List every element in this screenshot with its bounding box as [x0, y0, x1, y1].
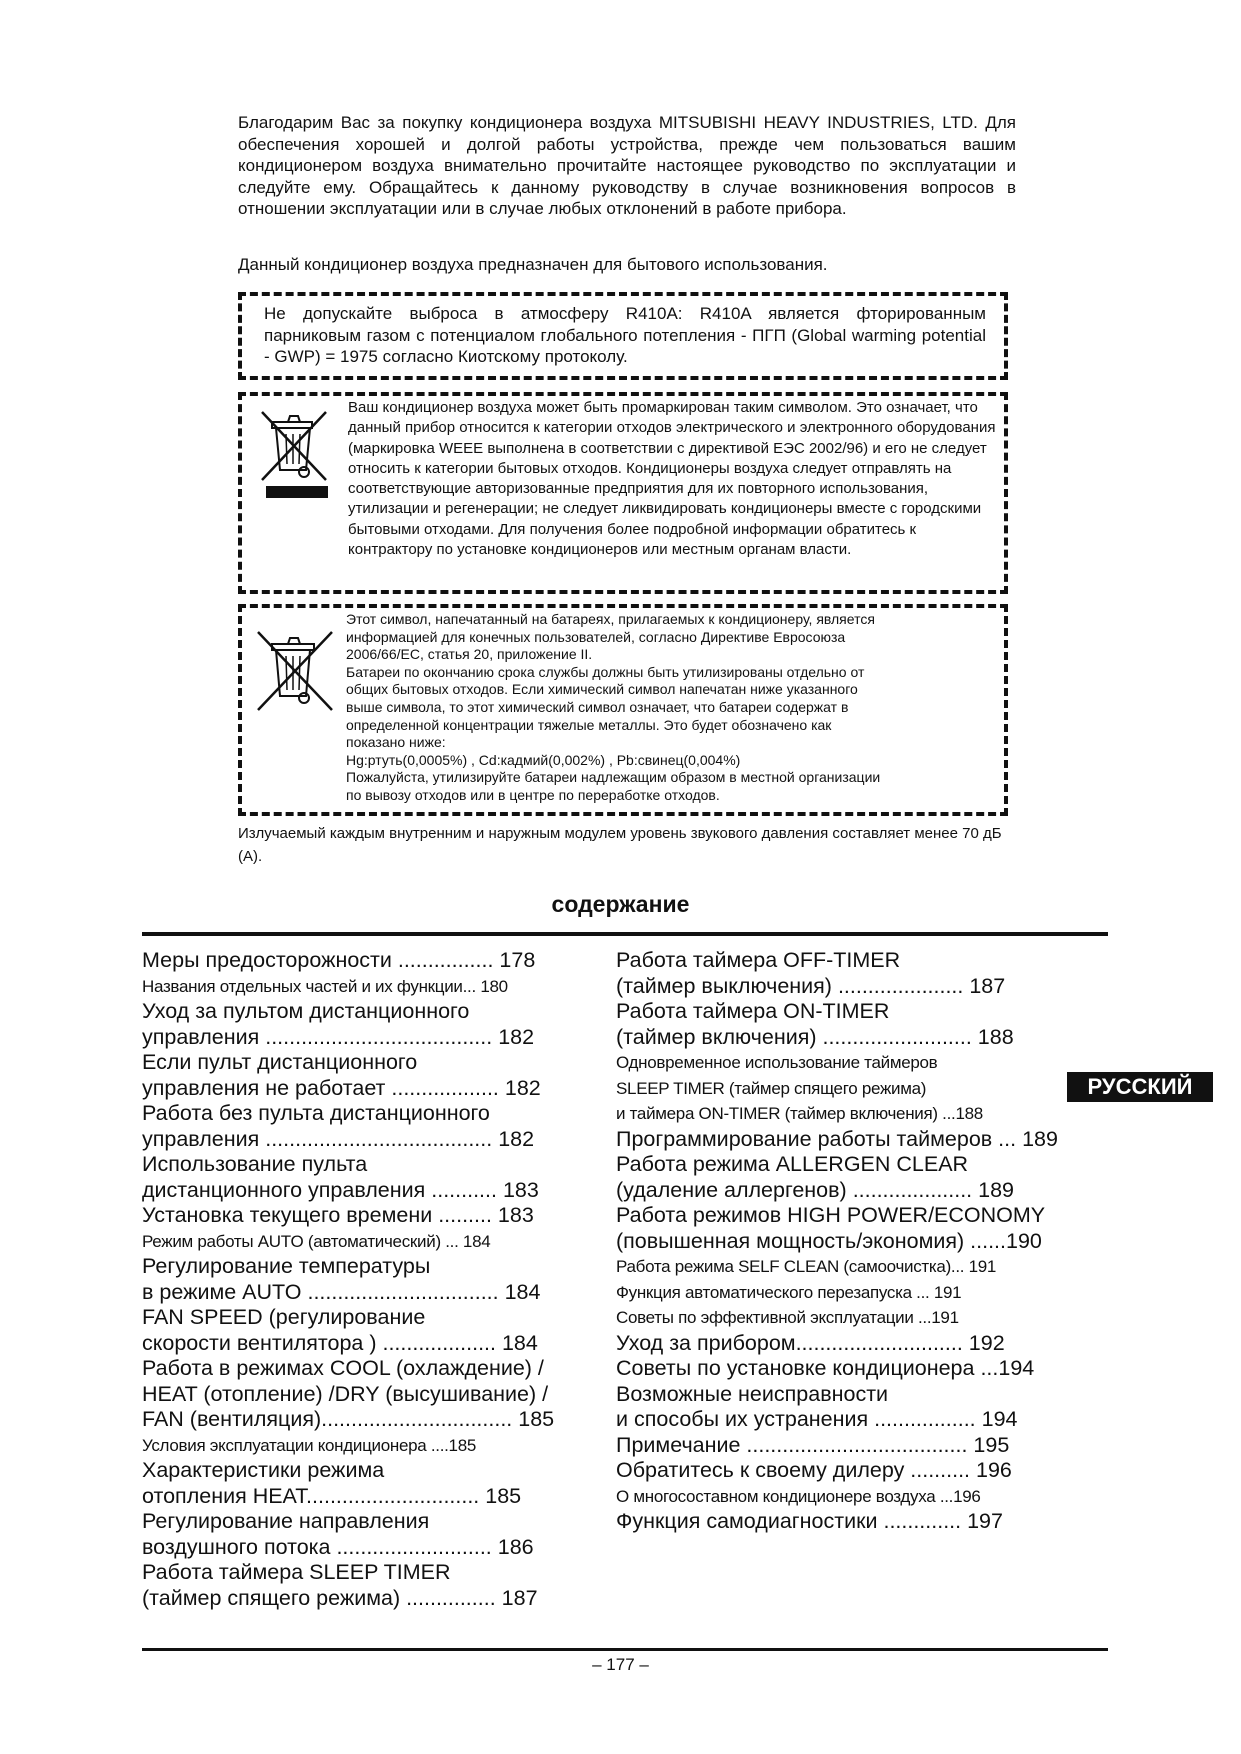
toc-entry-line: Работа в режимах COOL (охлаждение) / [142, 1356, 544, 1380]
toc-entry-line: и способы их устранения ................. 194 [616, 1407, 1018, 1431]
toc-entry-line: воздушного потока .......................... 186 [142, 1534, 534, 1559]
toc-entry-line: Характеристики режима [142, 1458, 385, 1482]
toc-entry-line: Работа таймера SLEEP TIMER [142, 1560, 451, 1584]
toc-entry-line: отопления HEAT............................. 185 [142, 1483, 522, 1508]
intro-paragraph: Благодарим Вас за покупку кондиционера воздуха MITSUBISHI HEAVY INDUSTRIES, LTD. Для обеспечения хорошей и долгой работы устройства, прежде чем пользоваться вашим кондиционером воздуха внимательно прочитайте настоящее руководство по эксплуатации и следуйте ему. Обращайтесь к данному руководству в случае возникновения вопросов в отношении эксплуатации или в случае любых отклонений в работе прибора. [238, 113, 1016, 218]
toc-entry[interactable] [142, 1305, 584, 1356]
toc-entry-line: управления ...................................... 182 [142, 1024, 535, 1049]
refrigerant-warning-text: Не допускайте выброса в атмосферу R410A: R410A является фторированным парниковым газом с потенциалом глобального потепления - ПГП (Global warming potential - GWP) = 1975 согласно Киотскому протоколу. [264, 304, 986, 366]
toc-entry-line: Работа без пульта дистанционного [142, 1101, 490, 1125]
toc-entry-line: Условия эксплуатации кондиционера ....185 [142, 1435, 477, 1455]
toc-entry-line: Названия отдельных частей и их функции... 180 [142, 976, 508, 996]
toc-entry-line: Работа таймера OFF-TIMER [616, 948, 901, 972]
toc-entry-line: Уход за прибором............................ 192 [616, 1330, 1005, 1355]
toc-entry-line: Работа таймера ON-TIMER [616, 999, 890, 1023]
toc-entry-line: управления не работает .................. 182 [142, 1075, 541, 1100]
toc-entry-line: Одновременное использование таймеров [616, 1053, 938, 1072]
toc-entry[interactable] [616, 948, 1059, 999]
toc-entry-line: Меры предосторожности ................ 178 [142, 948, 536, 972]
toc-entry-line: Возможные неисправности [616, 1381, 889, 1406]
toc-entry-line: дистанционного управления ........... 183 [142, 1177, 539, 1202]
toc-entry-line: Функция автоматического перезапуска ... 191 [616, 1282, 962, 1302]
toc-entry[interactable] [616, 1050, 1059, 1127]
weee-notice-text: Ваш кондиционер воздуха может быть промаркирован таким символом. Это означает, что данный прибор относится к категории отходов электрического и электронного оборудования (маркировка WEEE выполнена в соответствии с директивой ЕЭС 2002/96) и его не следует относить к категории бытовых отходов. Кондиционеры воздуха следует отправлять на соответствующие авторизованные предприятия для их повторного использования, утилизации и регенерации; не следует ликвидировать кондиционеры вместе с городскими бытовыми отходами. Для получения более подробной информации обратитесь к контрактору по установке кондиционеров или местным органам власти. [348, 399, 996, 559]
refrigerant-warning-box [238, 292, 1008, 380]
battery-notice-line: по вывозу отходов или в центре по переработке отходов. [346, 786, 720, 803]
toc-entry-line: Регулирование температуры [142, 1254, 431, 1278]
toc-entry[interactable] [616, 1509, 1059, 1535]
toc-entry[interactable] [616, 999, 1059, 1050]
toc-entry-line: в режиме AUTO ................................ 184 [142, 1279, 541, 1304]
toc-bottom-rule [142, 1648, 1108, 1651]
toc-entry-line: (удаление аллергенов) .................... 189 [616, 1177, 1015, 1202]
battery-notice-line: общих бытовых отходов. Если химический символ напечатан ниже указанного [346, 681, 858, 698]
toc-entry[interactable] [142, 1050, 584, 1101]
toc-entry-line: FAN SPEED (регулирование [142, 1305, 426, 1329]
toc-entry[interactable] [616, 1458, 1059, 1484]
battery-notice-line: определенной концентрации тяжелые металлы. Это будет обозначено как [346, 716, 832, 733]
weee-notice-box [238, 392, 1008, 594]
toc-right-column [616, 948, 1059, 1535]
toc-entry-line: FAN (вентиляция)................................ 185 [142, 1407, 555, 1431]
toc-entry-line: Работа режима ALLERGEN CLEAR [616, 1152, 969, 1176]
toc-entry-line: Уход за пультом дистанционного [142, 999, 470, 1023]
toc-entry[interactable] [616, 1203, 1059, 1254]
toc-entry-line: (повышенная мощность/экономия) ......190 [616, 1228, 1042, 1253]
toc-entry-line: Если пульт дистанционного [142, 1050, 418, 1074]
toc-entry-line: Работа режимов HIGH POWER/ECONOMY [616, 1203, 1046, 1227]
toc-entry-line: Обратитесь к своему дилеру .......... 196 [616, 1458, 1012, 1482]
toc-entry-line: Советы по установке кондиционера ...194 [616, 1356, 1035, 1380]
battery-notice-line: Пожалуйста, утилизируйте батареи надлежащим образом в местной организации [346, 769, 881, 786]
toc-entry[interactable] [616, 1254, 1059, 1280]
toc-entry-line: Установка текущего времени ......... 183 [142, 1203, 534, 1227]
toc-entry[interactable] [616, 1127, 1059, 1153]
toc-entry-line: Программирование работы таймеров ... 189 [616, 1126, 1058, 1151]
toc-entry[interactable] [142, 1152, 584, 1203]
toc-entry-line: Функция самодиагностики ............. 197 [616, 1509, 1003, 1533]
battery-notice-line: 2006/66/EC, статья 20, приложение II. [346, 646, 593, 663]
language-tab: РУССКИЙ [1067, 1072, 1213, 1102]
toc-top-rule [142, 932, 1108, 936]
toc-entry-line: Регулирование направления [142, 1509, 430, 1533]
toc-entry[interactable] [616, 1305, 1059, 1331]
toc-entry[interactable] [142, 1101, 584, 1152]
toc-entry[interactable] [616, 1433, 1059, 1459]
toc-entry-line: управления ...................................... 182 [142, 1126, 535, 1151]
crossed-out-wheelie-bin-icon [254, 402, 340, 502]
battery-notice-line: показано ниже: [346, 734, 446, 751]
toc-entry-line: SLEEP TIMER (таймер спящего режима) [616, 1078, 927, 1098]
toc-entry[interactable] [142, 948, 584, 974]
toc-title: содержание [551, 891, 690, 917]
toc-entry-line: Режим работы AUTO (автоматический) ... 184 [142, 1231, 491, 1251]
toc-entry[interactable] [142, 1509, 584, 1560]
toc-entry-line: и таймера ON-TIMER (таймер включения) ...188 [616, 1104, 983, 1123]
battery-notice-line: Этот символ, напечатанный на батареях, прилагаемых к кондиционеру, является [346, 611, 875, 627]
toc-entry-line: (таймер выключения) ..................... 187 [616, 973, 1006, 998]
toc-entry[interactable] [142, 974, 584, 1000]
battery-notice-line: Батареи по окончанию срока службы должны быть утилизированы отдельно от [346, 663, 865, 680]
toc-entry-line: Работа режима SELF CLEAN (самоочистка)... 191 [616, 1257, 997, 1276]
toc-entry[interactable] [142, 1254, 584, 1305]
toc-entry-line: Советы по эффективной эксплуатации ...191 [616, 1308, 959, 1327]
battery-disposal-icon [250, 626, 340, 716]
toc-entry-line: HEAT (отопление) /DRY (высушивание) / [142, 1381, 549, 1406]
battery-notice-line: информацией для конечных пользователей, согласно Директиве Евросоюза [346, 628, 846, 645]
usage-note: Данный кондиционер воздуха предназначен для бытового использования. [238, 255, 828, 274]
battery-notice-text [346, 611, 1006, 805]
toc-entry-line: (таймер включения) ......................... 188 [616, 1024, 1014, 1049]
toc-entry[interactable] [616, 1152, 1059, 1203]
toc-entry[interactable] [616, 1280, 1059, 1306]
toc-entry[interactable] [142, 999, 584, 1050]
toc-entry-line: Использование пульта [142, 1152, 368, 1176]
toc-entry-line: Примечание ..................................... 195 [616, 1432, 1010, 1457]
battery-notice-line: Hg:ртуть(0,0005%) , Cd:кадмий(0,002%) , Pb:свинец(0,004%) [346, 751, 741, 768]
toc-entry-line: скорости вентилятора ) ................... 184 [142, 1330, 538, 1355]
toc-entry[interactable] [616, 1331, 1059, 1357]
toc-entry-line: О многосоставном кондиционере воздуха ...196 [616, 1486, 981, 1506]
toc-entry[interactable] [142, 1356, 584, 1433]
toc-entry[interactable] [142, 1203, 584, 1229]
toc-entry[interactable] [142, 1560, 584, 1611]
toc-entry[interactable] [616, 1356, 1059, 1382]
toc-entry[interactable] [142, 1433, 584, 1459]
toc-entry-line: (таймер спящего режима) ............... 187 [142, 1585, 538, 1610]
toc-entry[interactable] [616, 1382, 1059, 1433]
noise-level-note: Излучаемый каждым внутренним и наружным модулем уровень звукового давления составляет менее 70 дБ (A). [238, 825, 1002, 865]
page-number: – 177 – [592, 1655, 649, 1674]
toc-entry[interactable] [142, 1458, 584, 1509]
battery-notice-box [238, 604, 1008, 816]
toc-entry[interactable] [142, 1229, 584, 1255]
battery-notice-line: выше символа, то этот химический символ означает, что батареи содержат в [346, 698, 849, 715]
toc-left-column [142, 948, 584, 1611]
toc-entry[interactable] [616, 1484, 1059, 1510]
